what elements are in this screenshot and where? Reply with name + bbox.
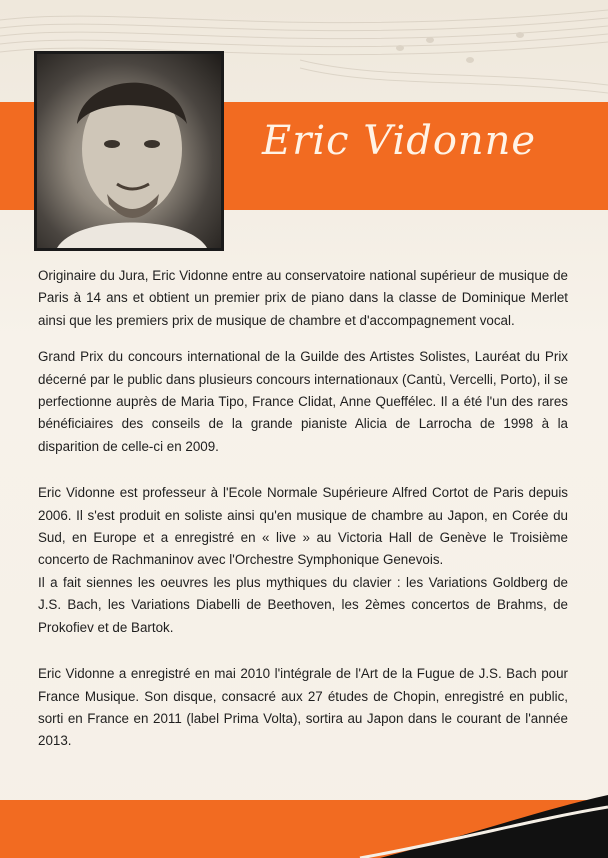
- page-title: Eric Vidonne: [262, 118, 537, 164]
- piano-swoosh-decoration: [0, 795, 608, 858]
- bio-paragraph-3a: Eric Vidonne est professeur à l'Ecole Normale Supérieure Alfred Cortot de Paris depuis 2006. Il s'est produit en soliste ainsi qu'en musique de chambre au Japon, en Corée du Sud, en Europe et a enregistré en « live » au Victoria Hall de Genève le Troisième concerto de Rachmaninov avec l'Orchestre Symphonique Genevois.: [38, 485, 568, 568]
- bio-paragraph-1: Originaire du Jura, Eric Vidonne entre au conservatoire national supérieur de musique de Paris à 14 ans et obtient un premier prix de piano dans la classe de Dominique Merlet ainsi que les premiers prix de musique de chambre et d'accompagnement vocal.: [38, 268, 568, 328]
- portrait-silhouette: [37, 54, 221, 248]
- bio-paragraph-2: Grand Prix du concours international de la Guilde des Artistes Solistes, Lauréat du Prix décerné par le public dans plusieurs concours internationaux (Cantù, Vercelli, Porto), il se perfectionne auprès de Maria Tipo, France Clidat, Anne Queffélec. Il a été l'un des rares bénéficiaires des conseils de la grande pianiste Alicia de Larrocha de 1998 à la disparition de celle-ci en 2009.: [38, 349, 568, 454]
- bio-paragraph-3b: Il a fait siennes les oeuvres les plus mythiques du clavier : les Variations Goldberg de J.S. Bach, les Variations Diabelli de Beethoven, les 2èmes concertos de Brahms, de Prokofiev et de Bartok.: [38, 574, 568, 635]
- bio-paragraph-4: Eric Vidonne a enregistré en mai 2010 l'intégrale de l'Art de la Fugue de J.S. Bach pour France Musique. Son disque, consacré aux 27 études de Chopin, enregistré en public, sorti en France en 2011 (label Prima Volta), sortira au Japon dans le courant de l'année 2013.: [38, 666, 568, 749]
- portrait-image: [37, 54, 221, 248]
- portrait-photo: [34, 51, 224, 251]
- biography-text: [38, 265, 568, 767]
